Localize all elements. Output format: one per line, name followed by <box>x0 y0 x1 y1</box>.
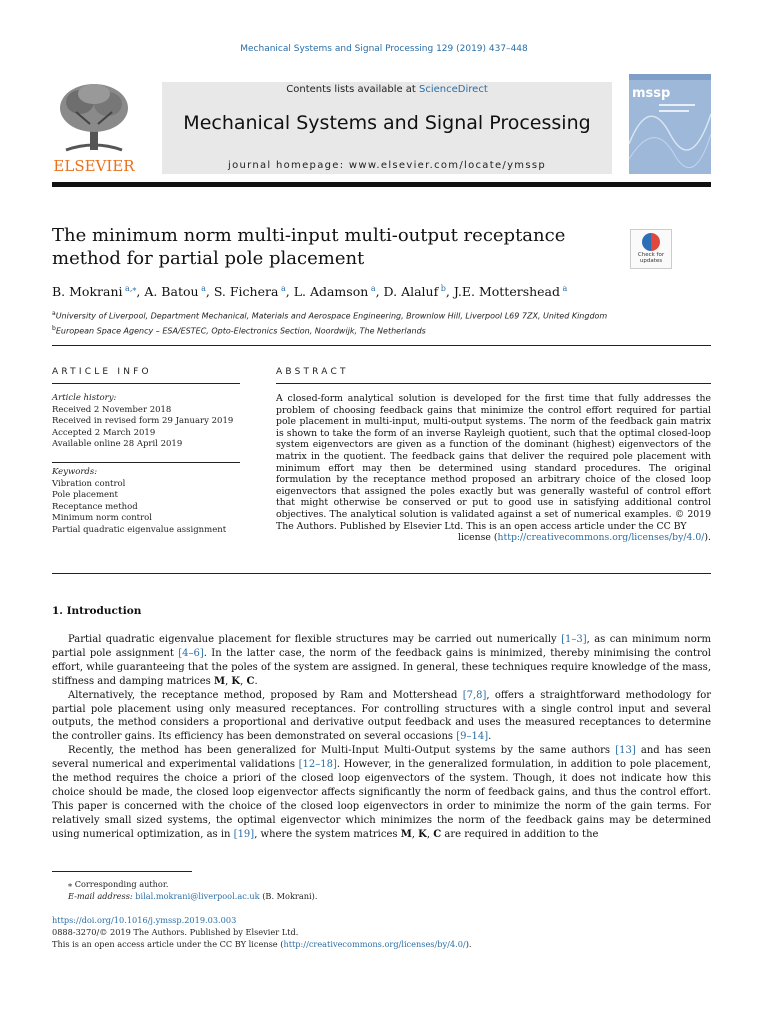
abstract-heading: ABSTRACT <box>276 367 349 377</box>
citation-link[interactable]: [19] <box>233 828 255 840</box>
author-affiliation-mark[interactable]: a <box>278 284 286 293</box>
text-run: , <box>426 828 434 840</box>
affiliation-text: European Space Agency – ESA/ESTEC, Opto-Electronics Section, Noordwijk, The Netherlands <box>55 326 426 336</box>
check-updates-icon <box>642 233 660 251</box>
corresponding-author-note <box>52 878 712 890</box>
author-name[interactable]: S. Fichera <box>213 284 279 300</box>
masthead <box>52 80 711 186</box>
text-run: , <box>225 675 232 687</box>
elsevier-logo <box>52 80 136 176</box>
keywords-list <box>52 479 242 537</box>
citation-link[interactable]: [13] <box>615 745 636 757</box>
abstract-bottom-rule <box>52 573 711 574</box>
keywords-heading: Keywords: <box>52 467 98 477</box>
text-run: , offers a straightforward methodology for partial pole placement using only measured receptances. For controlling structures with a single control input and several outputs, the method considers a proportional and derivative output feedback and uses the measured receptances to determine the controller gains. Its efficiency has been demonstrated on several occasions <box>52 689 711 743</box>
matrix-symbol: C <box>433 828 442 840</box>
journal-banner <box>162 82 612 174</box>
journal-title: Mechanical Systems and Signal Processing <box>183 112 591 134</box>
citation-link[interactable]: [7,8] <box>462 689 487 701</box>
corresponding-text: Corresponding author. <box>74 879 169 889</box>
check-for-updates-button[interactable] <box>630 229 672 269</box>
keyword-item: Vibration control <box>52 478 126 489</box>
footnote-rule <box>52 871 192 872</box>
text-run: are required in addition to the <box>441 828 599 840</box>
intro-paragraph-2 <box>52 689 711 745</box>
text-run: Alternatively, the receptance method, proposed by Ram and Mottershead <box>68 689 463 701</box>
matrix-symbol: C <box>246 675 255 687</box>
corresponding-mark: ⁎ <box>68 879 73 889</box>
author-name[interactable]: L. Adamson <box>293 284 369 300</box>
affiliations <box>52 308 712 337</box>
issn-line: 0888-3270/© 2019 The Authors. Published by Elsevier Ltd. <box>52 927 299 937</box>
info-divider <box>52 383 240 384</box>
affiliation-text: University of Liverpool, Department Mechanical, Materials and Aerospace Engineering, Brownlow Hill, Liverpool L69 7ZX, United Kingdom <box>55 311 608 321</box>
author-affiliation-mark[interactable]: a <box>368 284 376 293</box>
text-run: , <box>240 675 247 687</box>
author-name[interactable]: A. Batou <box>144 284 199 300</box>
history-list <box>52 405 242 451</box>
author-name[interactable]: D. Alaluf <box>383 284 439 300</box>
badge-line1: Check for <box>637 252 665 258</box>
affiliation-mark: a <box>52 310 56 317</box>
text-run: and has seen several numerical and experimental validations <box>52 745 711 771</box>
elsevier-tree-icon <box>56 82 132 156</box>
matrix-symbol: M <box>400 828 412 840</box>
email-label: E-mail address: <box>68 891 133 901</box>
intro-paragraph-3 <box>52 744 711 841</box>
header-divider <box>52 345 711 346</box>
abstract-text: A closed-form analytical solution is developed for the first time that fully addresses the problem of choosing feedback gains that minimize the control effort required for partial pole placement in multi-input, multi-output systems. The norm of the feedback gain matrix is shown to take the form of an inverse Rayleigh quotient, such that the optimal closed-loop system eigenvectors are given as a function of the dominant (highest) eigenvectors of the matrix in the quotient. The feedback gains that deliver the required pole placement with minimum effort may then be determined using standard procedures. The original formulation by the receptance method proposed an arbitrary choice of the closed loop eigenvectors that assigned the poles exactly but was generally wasteful of control effort that might otherwise be conserved or put to good use in satisfying additional control objectives. The analytical solution is validated against a set of numerical examples. <box>276 393 711 520</box>
text-run: Recently, the method has been generalized for Multi-Input Multi-Output systems by the same authors <box>68 745 616 757</box>
keyword-item: Minimum norm control <box>52 513 152 524</box>
author-list <box>52 284 712 299</box>
author-separator: , <box>375 284 384 300</box>
text-run: , as can minimum norm partial pole assignment <box>52 634 711 659</box>
oa-suffix: ). <box>465 939 472 949</box>
masthead-rule <box>52 182 711 187</box>
journal-homepage-link[interactable]: journal homepage: www.elsevier.com/locate/ymssp <box>228 160 546 171</box>
license-suffix: ). <box>704 532 711 544</box>
history-item: Received in revised form 29 January 2019 <box>52 416 234 427</box>
author-separator: , <box>136 284 145 300</box>
email-link[interactable]: bilal.mokrani@liverpool.ac.uk <box>135 891 260 901</box>
journal-cover-image[interactable] <box>629 74 711 174</box>
section-heading-introduction: 1. Introduction <box>52 605 142 617</box>
author-affiliation-mark[interactable]: a <box>198 284 206 293</box>
text-run: , where the system matrices <box>254 828 401 840</box>
author-affiliation-mark[interactable]: a,⁎ <box>122 284 137 293</box>
abstract-license <box>276 532 711 544</box>
footnotes <box>52 878 712 902</box>
article-info-heading: ARTICLE INFO <box>52 367 152 377</box>
text-run: . However, in the generalized formulation, in addition to pole placement, the method requires the choice a priori of the closed loop eigenvectors of the system. Though, it does not indicate how this choice should be made, the closed loop eigenvector affects significantly the norm of feedback gains, and thus the control effort. This paper is concerned with the choice of the closed loop eigenvectors in order to minimize the norm of the gain terms. For relatively small sized systems, the optimal eigenvector which minimizes the norm of the feedback gains may be determined using numerical optimization, as in <box>52 759 711 840</box>
citation-link[interactable]: [9–14] <box>456 731 489 743</box>
keywords-divider <box>52 462 240 463</box>
text-run: , <box>411 828 419 840</box>
author-separator: , <box>285 284 294 300</box>
abstract-divider <box>276 383 711 384</box>
article-title: The minimum norm multi-input multi-output receptance method for partial pole placement <box>52 225 566 269</box>
affiliation-line <box>52 308 712 323</box>
author-name[interactable]: J.E. Mottershead <box>453 284 561 300</box>
matrix-symbol: K <box>418 828 427 840</box>
doi-link[interactable]: https://doi.org/10.1016/j.ymssp.2019.03.003 <box>52 915 237 925</box>
email-note <box>52 890 712 902</box>
author-affiliation-mark[interactable]: a <box>560 284 568 293</box>
introduction-body <box>52 633 711 842</box>
publisher-wordmark: ELSEVIER <box>53 157 135 175</box>
contents-prefix: Contents lists available at <box>286 84 420 95</box>
keyword-item: Partial quadratic eigenvalue assignment <box>52 524 227 535</box>
author-name[interactable]: B. Mokrani <box>52 284 123 300</box>
bottom-metadata <box>52 914 712 950</box>
license-link[interactable]: http://creativecommons.org/licenses/by/4.0/ <box>497 532 705 544</box>
citation-link[interactable]: [1–3] <box>561 634 587 645</box>
history-item: Accepted 2 March 2019 <box>52 427 156 438</box>
text-run: Partial quadratic eigenvalue placement for flexible structures may be carried out numerically <box>68 634 562 645</box>
text-run: . <box>254 675 258 687</box>
text-run: . In the latter case, the norm of the feedback gains is minimized, thereby minimising the control effort, while guaranteeing that the poles of the system are assigned. In general, these techniques require knowledge of the mass, stiffness and damping matrices <box>52 647 711 687</box>
author-separator: , <box>445 284 454 300</box>
license-prefix: license ( <box>457 532 498 544</box>
affiliation-line <box>52 323 712 338</box>
text-run: . <box>488 731 492 743</box>
abstract-copyright: © 2019 The Authors. Published by Elsevier Ltd. This is an open access article under the CC BY <box>276 508 711 532</box>
history-heading: Article history: <box>52 393 117 403</box>
citation-link[interactable]: [4–6] <box>178 647 204 659</box>
keyword-item: Receptance method <box>52 501 138 512</box>
matrix-symbol: K <box>231 675 241 687</box>
journal-citation-link[interactable]: Mechanical Systems and Signal Processing 129 (2019) 437–448 <box>240 44 528 54</box>
author-affiliation-mark[interactable]: b <box>438 284 446 293</box>
keyword-item: Pole placement <box>52 490 118 501</box>
badge-line2: updates <box>639 258 663 264</box>
contents-line <box>162 84 612 95</box>
cover-label: mssp <box>632 86 671 101</box>
history-item: Received 2 November 2018 <box>52 404 172 415</box>
email-suffix: (B. Mokrani). <box>259 891 318 901</box>
author-separator: , <box>205 284 214 300</box>
oa-license-link[interactable]: http://creativecommons.org/licenses/by/4.0/ <box>283 939 466 949</box>
open-access-line <box>52 938 712 950</box>
abstract-body <box>276 393 711 544</box>
sciencedirect-link[interactable]: ScienceDirect <box>419 84 488 95</box>
citation-link[interactable]: [12–18] <box>298 759 337 771</box>
affiliation-mark: b <box>52 324 56 332</box>
intro-paragraph-1 <box>52 633 711 689</box>
oa-prefix: This is an open access article under the CC BY license ( <box>52 939 284 949</box>
matrix-symbol: M <box>213 675 226 687</box>
article-history <box>52 393 242 451</box>
keywords <box>52 467 242 537</box>
history-item: Available online 28 April 2019 <box>52 439 183 450</box>
